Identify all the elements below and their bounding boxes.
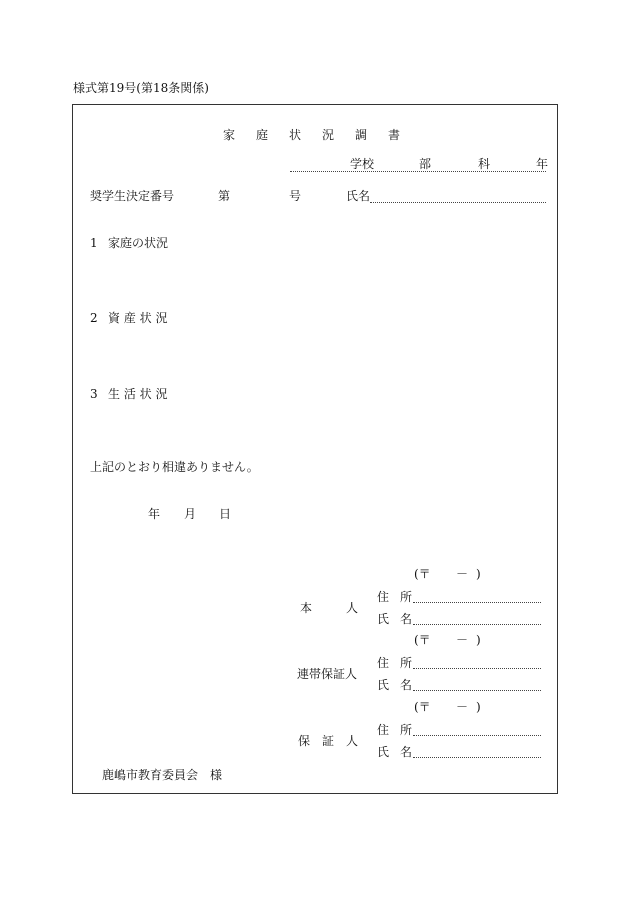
name-field[interactable] — [413, 757, 541, 758]
name-label-b: 名 — [400, 745, 413, 759]
section-1-label: 家庭の状況 — [108, 236, 169, 250]
school-label: 学校 — [350, 157, 375, 171]
role-char: 証 — [322, 734, 335, 748]
title-char-4: 況 — [322, 128, 335, 142]
year-label: 年 — [536, 157, 549, 171]
form-label: 様式第19号(第18条関係) — [73, 81, 209, 95]
section-2-label: 資 産 状 況 — [108, 311, 168, 325]
role-char: 人 — [346, 734, 359, 748]
name-label-a: 氏 — [377, 678, 390, 692]
course-label: 科 — [478, 157, 491, 171]
address-field[interactable] — [413, 735, 541, 736]
postal-open: (〒 — [414, 567, 431, 581]
name-label-b: 名 — [400, 678, 413, 692]
address-label-a: 住 — [377, 723, 390, 737]
postal-close: ) — [476, 633, 481, 647]
role-char: 保 — [298, 734, 311, 748]
address-label-b: 所 — [400, 656, 413, 670]
declaration-text: 上記のとおり相違ありません。 — [90, 460, 259, 474]
section-2-number: 2 — [90, 311, 98, 325]
role-char: 本 — [300, 601, 313, 615]
school-underline — [290, 171, 546, 172]
student-name-label: 氏名 — [346, 189, 371, 203]
section-3-number: 3 — [90, 387, 98, 401]
postal-close: ) — [476, 567, 481, 581]
postal-dash: － — [456, 700, 469, 714]
number-prefix: 第 — [218, 189, 231, 203]
address-label-b: 所 — [400, 723, 413, 737]
addressee: 鹿嶋市教育委員会 様 — [102, 768, 223, 782]
postal-close: ) — [476, 700, 481, 714]
postal-open: (〒 — [414, 633, 431, 647]
name-field[interactable] — [413, 624, 541, 625]
section-3-label: 生 活 状 況 — [108, 387, 168, 401]
name-field[interactable] — [413, 690, 541, 691]
address-label-a: 住 — [377, 590, 390, 604]
postal-open: (〒 — [414, 700, 431, 714]
date-day-label: 日 — [219, 507, 232, 521]
name-label-b: 名 — [400, 612, 413, 626]
student-name-field[interactable] — [370, 202, 546, 203]
address-field[interactable] — [413, 602, 541, 603]
number-suffix: 号 — [289, 189, 302, 203]
postal-dash: － — [456, 633, 469, 647]
title-char-1: 家 — [223, 128, 236, 142]
name-label-a: 氏 — [377, 745, 390, 759]
title-char-2: 庭 — [256, 128, 269, 142]
postal-dash: － — [456, 567, 469, 581]
name-label-a: 氏 — [377, 612, 390, 626]
date-year-label: 年 — [148, 507, 161, 521]
date-month-label: 月 — [184, 507, 197, 521]
role-label: 連帯保証人 — [297, 667, 358, 681]
scholarship-number-label: 奨学生決定番号 — [90, 189, 175, 203]
address-label-b: 所 — [400, 590, 413, 604]
department-label: 部 — [419, 157, 432, 171]
section-1-number: 1 — [90, 236, 98, 250]
title-char-5: 調 — [355, 128, 368, 142]
address-field[interactable] — [413, 668, 541, 669]
title-char-6: 書 — [388, 128, 401, 142]
role-char: 人 — [346, 601, 359, 615]
address-label-a: 住 — [377, 656, 390, 670]
title-char-3: 状 — [289, 128, 302, 142]
